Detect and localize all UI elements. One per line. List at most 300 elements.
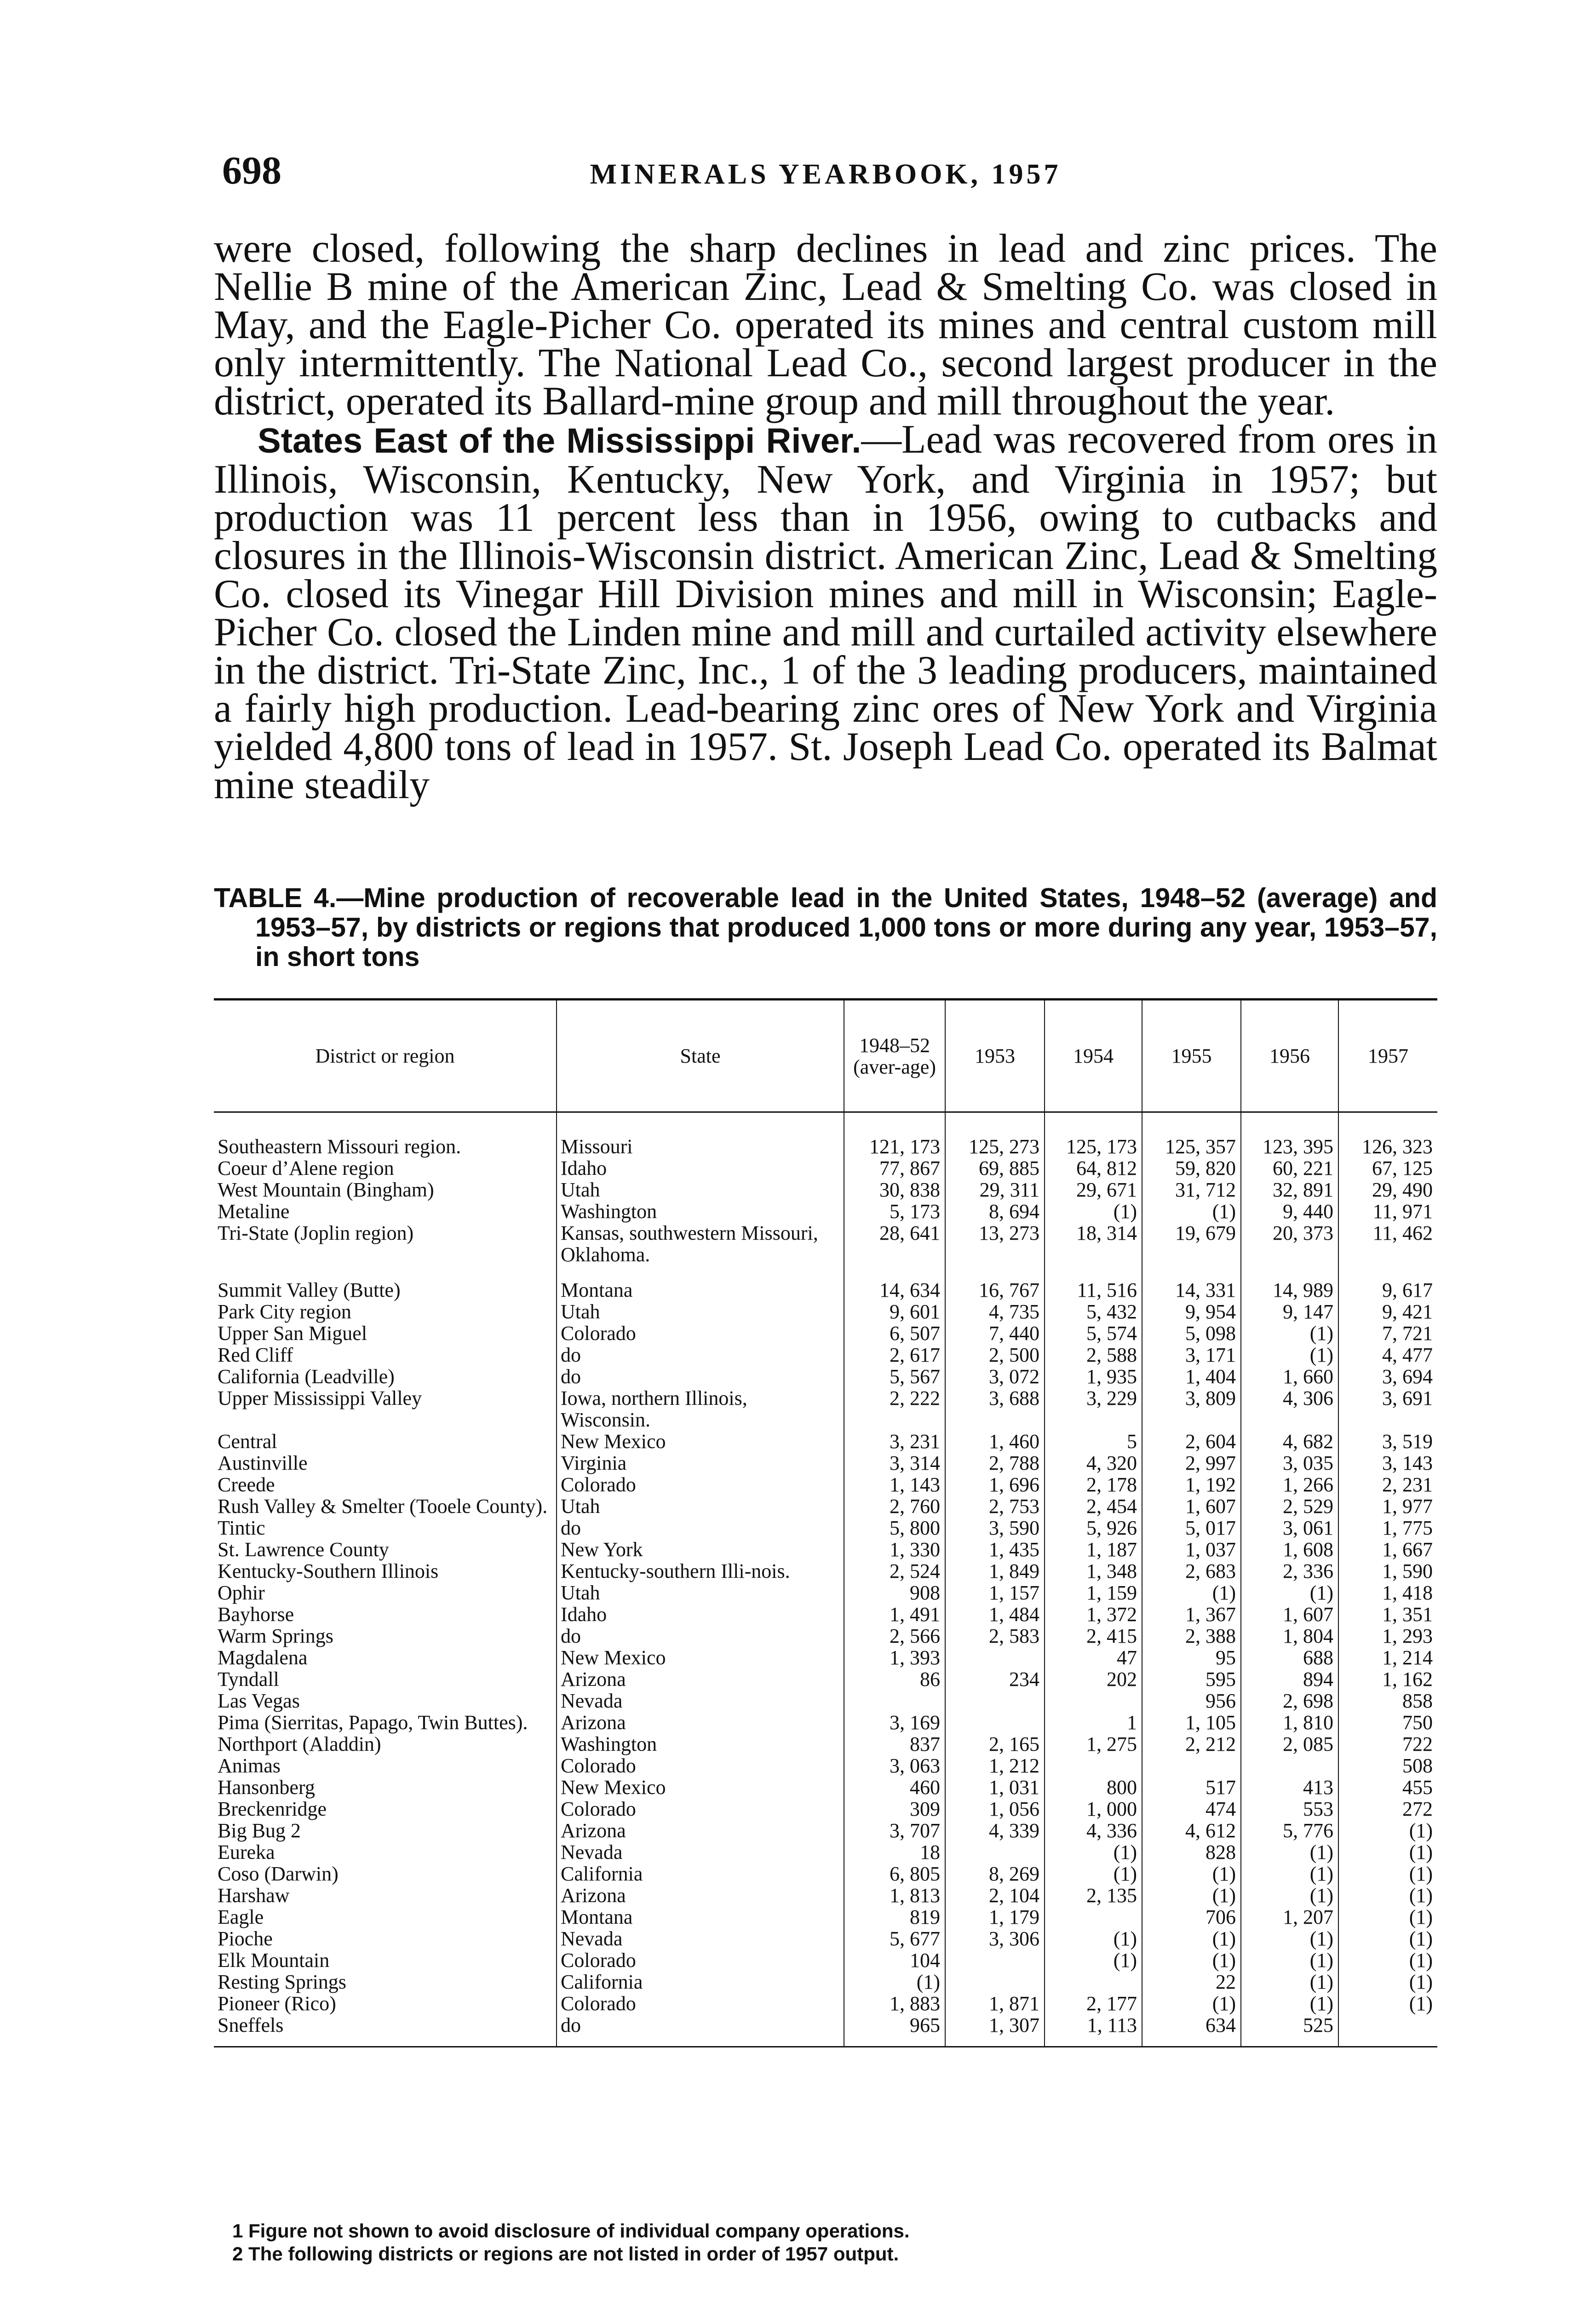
- cell-value: 4, 320: [1045, 1452, 1142, 1474]
- cell-value: 2, 566: [844, 1625, 945, 1647]
- cell-value: 3, 519: [1338, 1431, 1437, 1452]
- cell-value: 1, 608: [1241, 1539, 1338, 1560]
- table-row: [214, 1777, 1437, 1798]
- cell-value: (1): [1338, 1906, 1437, 1928]
- cell-value: [945, 1647, 1045, 1668]
- cell-state: Utah: [557, 1179, 844, 1201]
- paragraph-2-text: —Lead was recovered from ores in Illinois, Wisconsin, Kentucky, New York, and Virginia in 1957; but production was 11 percent less than in 1956, owing to cutbacks and closures in the Illinois-Wisconsin district. American Zinc, Lead & Smelting Co. closed its Vinegar Hill Division mines and mill in Wisconsin; Eagle-Picher Co. closed the Linden mine and mill and curtailed activity elsewhere in the district. Tri-State Zinc, Inc., 1 of the 3 leading producers, maintained a fairly high production. Lead-bearing zinc ores of New York and Virginia yielded 4,800 tons of lead in 1957. St. Joseph Lead Co. operated its Balmat mine steadily: [214, 417, 1437, 807]
- cell-value: 6, 805: [844, 1863, 945, 1885]
- cell-value: 800: [1045, 1777, 1142, 1798]
- table-row: [214, 1755, 1437, 1777]
- cell-value: 908: [844, 1582, 945, 1604]
- cell-region: Pioche: [218, 1927, 273, 1950]
- cell-state: Nevada: [557, 1928, 844, 1949]
- cell-region: St. Lawrence County: [218, 1538, 389, 1561]
- cell-value: 4, 306: [1241, 1387, 1338, 1431]
- cell-state: do: [557, 1344, 844, 1366]
- cell-value: 3, 072: [945, 1366, 1045, 1387]
- cell-value: 1, 804: [1241, 1625, 1338, 1647]
- cell-value: 29, 311: [945, 1179, 1045, 1201]
- table-row: [214, 1993, 1437, 2014]
- cell-value: 1, 813: [844, 1885, 945, 1906]
- cell-value: 819: [844, 1906, 945, 1928]
- cell-value: 2, 336: [1241, 1560, 1338, 1582]
- table-row: [214, 1387, 1437, 1431]
- cell-state: Washington: [557, 1201, 844, 1222]
- cell-value: 2, 788: [945, 1452, 1045, 1474]
- cell-value: [1142, 1755, 1241, 1777]
- cell-value: 59, 820: [1142, 1157, 1241, 1179]
- table-row: [214, 1863, 1437, 1885]
- cell-region: Animas: [218, 1754, 281, 1777]
- cell-state: Iowa, northern Illinois, Wisconsin.: [557, 1387, 844, 1431]
- cell-value: 1, 491: [844, 1604, 945, 1625]
- cell-value: 1, 871: [945, 1993, 1045, 2014]
- cell-value: 5, 776: [1241, 1820, 1338, 1841]
- cell-value: 2, 212: [1142, 1733, 1241, 1755]
- cell-value: 121, 173: [844, 1112, 945, 1158]
- cell-value: [945, 1971, 1045, 1993]
- cell-region: Eureka: [218, 1841, 275, 1863]
- table-row: [214, 1928, 1437, 1949]
- cell-value: 4, 682: [1241, 1431, 1338, 1452]
- cell-value: 60, 221: [1241, 1157, 1338, 1179]
- cell-value: 1, 849: [945, 1560, 1045, 1582]
- cell-value: 309: [844, 1798, 945, 1820]
- cell-value: 1, 293: [1338, 1625, 1437, 1647]
- cell-value: (1): [1241, 1971, 1338, 1993]
- cell-value: (1): [1142, 1885, 1241, 1906]
- cell-value: 2, 698: [1241, 1690, 1338, 1712]
- lead-production-table: [214, 998, 1437, 2047]
- cell-value: 5, 017: [1142, 1517, 1241, 1539]
- cell-value: 3, 306: [945, 1928, 1045, 1949]
- cell-value: 2, 588: [1045, 1344, 1142, 1366]
- cell-region: Bayhorse: [218, 1603, 294, 1626]
- cell-value: 3, 035: [1241, 1452, 1338, 1474]
- cell-region: Ophir: [218, 1581, 265, 1604]
- cell-value: 2, 388: [1142, 1625, 1241, 1647]
- table-row: [214, 1971, 1437, 1993]
- cell-value: (1): [1338, 1928, 1437, 1949]
- cell-state: Colorado: [557, 1949, 844, 1971]
- cell-value: 722: [1338, 1733, 1437, 1755]
- cell-value: 2, 529: [1241, 1495, 1338, 1517]
- cell-value: (1): [1142, 1201, 1241, 1222]
- cell-state: New Mexico: [557, 1431, 844, 1452]
- cell-value: 69, 885: [945, 1157, 1045, 1179]
- cell-value: 3, 231: [844, 1431, 945, 1452]
- cell-state: Colorado: [557, 1322, 844, 1344]
- header-1953: 1953: [945, 1000, 1045, 1112]
- paragraph-1: were closed, following the sharp declines in lead and zinc prices. The Nellie B mine of the American Zinc, Lead & Smelting Co. was closed in May, and the Eagle-Picher Co. operated its mines and central custom mill only intermittently. The National Lead Co., second largest producer in the district, operated its Ballard-mine group and mill throughout the year.: [214, 226, 1437, 423]
- cell-value: 1, 143: [844, 1474, 945, 1495]
- cell-region: Upper Mississippi Valley: [218, 1387, 422, 1409]
- cell-value: 1, 105: [1142, 1712, 1241, 1733]
- cell-state: Kansas, southwestern Missouri, Oklahoma.: [557, 1222, 844, 1265]
- cell-value: 5: [1045, 1431, 1142, 1452]
- cell-value: 2, 454: [1045, 1495, 1142, 1517]
- cell-value: 595: [1142, 1668, 1241, 1690]
- cell-value: [1045, 1690, 1142, 1712]
- cell-value: 1, 775: [1338, 1517, 1437, 1539]
- cell-value: 4, 735: [945, 1301, 1045, 1322]
- cell-value: 19, 679: [1142, 1222, 1241, 1265]
- cell-region: Kentucky-Southern Illinois: [218, 1560, 439, 1582]
- cell-value: 1, 330: [844, 1539, 945, 1560]
- table-row: [214, 1604, 1437, 1625]
- cell-value: 2, 683: [1142, 1560, 1241, 1582]
- cell-value: 22: [1142, 1971, 1241, 1993]
- footnote-2: 2 The following districts or regions are not listed in order of 1957 output.: [232, 2243, 899, 2265]
- cell-value: 4, 477: [1338, 1344, 1437, 1366]
- cell-value: 1, 348: [1045, 1560, 1142, 1582]
- cell-value: 553: [1241, 1798, 1338, 1820]
- cell-region: Rush Valley & Smelter (Tooele County).: [218, 1495, 548, 1518]
- cell-value: 3, 694: [1338, 1366, 1437, 1387]
- cell-state: do: [557, 2014, 844, 2047]
- table-row: [214, 1647, 1437, 1668]
- cell-region: Sneffels: [214, 2014, 557, 2047]
- cell-value: 517: [1142, 1777, 1241, 1798]
- table-row: [214, 1885, 1437, 1906]
- cell-value: 750: [1338, 1712, 1437, 1733]
- cell-value: 125, 357: [1142, 1112, 1241, 1158]
- cell-region: Northport (Aladdin): [218, 1733, 381, 1755]
- cell-value: 1, 159: [1045, 1582, 1142, 1604]
- header-1954: 1954: [1045, 1000, 1142, 1112]
- cell-value: 14, 634: [844, 1265, 945, 1301]
- cell-value: 3, 229: [1045, 1387, 1142, 1431]
- cell-value: (1): [1142, 1928, 1241, 1949]
- cell-value: 3, 061: [1241, 1517, 1338, 1539]
- cell-value: 1, 393: [844, 1647, 945, 1668]
- cell-region: Pima (Sierritas, Papago, Twin Buttes).: [218, 1711, 528, 1734]
- cell-value: 460: [844, 1777, 945, 1798]
- cell-region: Metaline: [218, 1200, 290, 1223]
- cell-state: Arizona: [557, 1885, 844, 1906]
- cell-value: [1241, 1755, 1338, 1777]
- cell-value: 95: [1142, 1647, 1241, 1668]
- cell-value: 3, 143: [1338, 1452, 1437, 1474]
- cell-state: New Mexico: [557, 1777, 844, 1798]
- cell-region: Eagle: [218, 1906, 264, 1928]
- cell-value: 1, 418: [1338, 1582, 1437, 1604]
- cell-value: (1): [1142, 1582, 1241, 1604]
- cell-value: 2, 617: [844, 1344, 945, 1366]
- cell-value: 20, 373: [1241, 1222, 1338, 1265]
- cell-value: 7, 721: [1338, 1322, 1437, 1344]
- cell-value: 272: [1338, 1798, 1437, 1820]
- cell-value: 125, 273: [945, 1112, 1045, 1158]
- cell-value: 706: [1142, 1906, 1241, 1928]
- cell-state: Nevada: [557, 1690, 844, 1712]
- cell-value: 1, 810: [1241, 1712, 1338, 1733]
- table-row: [214, 1798, 1437, 1820]
- cell-value: 1, 883: [844, 1993, 945, 2014]
- cell-value: 508: [1338, 1755, 1437, 1777]
- cell-value: 14, 989: [1241, 1265, 1338, 1301]
- cell-region: Central: [218, 1430, 277, 1453]
- footnotes: [214, 2220, 1437, 2266]
- table-row: [214, 1841, 1437, 1863]
- header-district: District or region: [214, 1000, 557, 1112]
- cell-value: 67, 125: [1338, 1157, 1437, 1179]
- cell-value: 16, 767: [945, 1265, 1045, 1301]
- cell-value: (1): [1241, 1582, 1338, 1604]
- cell-state: California: [557, 1863, 844, 1885]
- table-caption-text: TABLE 4.—Mine production of recoverable lead in the United States, 1948–52 (average) and 1953–57, by districts or regions that produced 1,000 tons or more during any year, 1953–57, in short tons: [214, 883, 1437, 972]
- cell-value: (1): [844, 1971, 945, 1993]
- cell-region: Warm Springs: [218, 1625, 333, 1647]
- cell-region: Harshaw: [218, 1884, 290, 1907]
- cell-value: 125, 173: [1045, 1112, 1142, 1158]
- cell-value: (1): [1338, 1863, 1437, 1885]
- cell-value: 2, 500: [945, 1344, 1045, 1366]
- cell-value: 1: [1045, 1712, 1142, 1733]
- cell-value: 3, 171: [1142, 1344, 1241, 1366]
- cell-value: 688: [1241, 1647, 1338, 1668]
- cell-region: Tyndall: [218, 1668, 279, 1690]
- cell-region: Park City region: [218, 1300, 351, 1323]
- cell-region: Upper San Miguel: [218, 1322, 367, 1345]
- table-row: [214, 1322, 1437, 1344]
- table-row: [214, 1222, 1437, 1265]
- header-1955: 1955: [1142, 1000, 1241, 1112]
- cell-region: Creede: [218, 1473, 275, 1496]
- cell-value: 1, 037: [1142, 1539, 1241, 1560]
- cell-value: 1, 192: [1142, 1474, 1241, 1495]
- cell-value: 3, 691: [1338, 1387, 1437, 1431]
- cell-value: 1, 935: [1045, 1366, 1142, 1387]
- cell-region: Pioneer (Rico): [218, 1992, 336, 2015]
- cell-value: 5, 567: [844, 1366, 945, 1387]
- cell-value: 1, 113: [1045, 2014, 1142, 2047]
- cell-value: 2, 104: [945, 1885, 1045, 1906]
- header-1956: 1956: [1241, 1000, 1338, 1112]
- cell-value: (1): [1142, 1993, 1241, 2014]
- cell-state: Montana: [557, 1265, 844, 1301]
- cell-value: [844, 1690, 945, 1712]
- cell-value: 30, 838: [844, 1179, 945, 1201]
- table-row: [214, 1582, 1437, 1604]
- cell-value: 9, 440: [1241, 1201, 1338, 1222]
- table-caption: [214, 883, 1437, 972]
- cell-state: Colorado: [557, 1798, 844, 1820]
- cell-value: 11, 971: [1338, 1201, 1437, 1222]
- cell-state: Utah: [557, 1301, 844, 1322]
- cell-value: 2, 997: [1142, 1452, 1241, 1474]
- table-row: [214, 1344, 1437, 1366]
- cell-value: 1, 435: [945, 1539, 1045, 1560]
- cell-value: 4, 336: [1045, 1820, 1142, 1841]
- cell-value: 3, 063: [844, 1755, 945, 1777]
- cell-value: 828: [1142, 1841, 1241, 1863]
- cell-state: Arizona: [557, 1712, 844, 1733]
- cell-region: Southeastern Missouri region.: [218, 1135, 461, 1158]
- cell-value: (1): [1142, 1863, 1241, 1885]
- cell-value: 2, 231: [1338, 1474, 1437, 1495]
- cell-value: 1, 460: [945, 1431, 1045, 1452]
- cell-value: (1): [1045, 1949, 1142, 1971]
- cell-state: California: [557, 1971, 844, 1993]
- cell-value: (1): [1045, 1841, 1142, 1863]
- cell-value: 123, 395: [1241, 1112, 1338, 1158]
- cell-region: Magdalena: [218, 1646, 308, 1669]
- cell-value: (1): [1338, 1841, 1437, 1863]
- table-header-row: [214, 1000, 1437, 1112]
- cell-value: 31, 712: [1142, 1179, 1241, 1201]
- cell-value: 8, 694: [945, 1201, 1045, 1222]
- table-row: [214, 1517, 1437, 1539]
- cell-state: Virginia: [557, 1452, 844, 1474]
- table-row: [214, 1157, 1437, 1179]
- cell-state: Colorado: [557, 1993, 844, 2014]
- table-row: [214, 1366, 1437, 1387]
- cell-value: (1): [1241, 1344, 1338, 1366]
- cell-region: Resting Springs: [218, 1971, 346, 1993]
- cell-value: 2, 583: [945, 1625, 1045, 1647]
- cell-value: 1, 667: [1338, 1539, 1437, 1560]
- cell-region: Tri-State (Joplin region): [218, 1222, 414, 1244]
- cell-value: 5, 926: [1045, 1517, 1142, 1539]
- cell-region: Tintic: [218, 1517, 265, 1539]
- cell-value: 1, 000: [1045, 1798, 1142, 1820]
- cell-value: 29, 490: [1338, 1179, 1437, 1201]
- cell-region: Coeur d’Alene region: [218, 1157, 394, 1179]
- cell-value: 9, 421: [1338, 1301, 1437, 1322]
- table-row: [214, 1201, 1437, 1222]
- cell-value: 3, 314: [844, 1452, 945, 1474]
- cell-value: [945, 1949, 1045, 1971]
- cell-region: Summit Valley (Butte): [218, 1279, 401, 1301]
- cell-value: 6, 507: [844, 1322, 945, 1344]
- cell-value: 4, 612: [1142, 1820, 1241, 1841]
- cell-value: 2, 753: [945, 1495, 1045, 1517]
- cell-value: 455: [1338, 1777, 1437, 1798]
- cell-value: 126, 323: [1338, 1112, 1437, 1158]
- cell-value: 634: [1142, 2014, 1241, 2047]
- cell-value: (1): [1045, 1201, 1142, 1222]
- cell-value: 1, 372: [1045, 1604, 1142, 1625]
- cell-value: (1): [1241, 1949, 1338, 1971]
- table-row: [214, 1668, 1437, 1690]
- cell-value: (1): [1338, 1971, 1437, 1993]
- cell-value: (1): [1241, 1993, 1338, 2014]
- cell-value: (1): [1045, 1928, 1142, 1949]
- cell-state: Kentucky-southern Illi-nois.: [557, 1560, 844, 1582]
- cell-region: Austinville: [218, 1452, 308, 1474]
- cell-region: Breckenridge: [218, 1798, 327, 1820]
- cell-value: 1, 404: [1142, 1366, 1241, 1387]
- table-row: [214, 1949, 1437, 1971]
- cell-value: 5, 173: [844, 1201, 945, 1222]
- cell-value: (1): [1338, 1993, 1437, 2014]
- cell-value: 4, 339: [945, 1820, 1045, 1841]
- table-body: [214, 1112, 1437, 2047]
- cell-value: 1, 207: [1241, 1906, 1338, 1928]
- cell-value: 1, 275: [1045, 1733, 1142, 1755]
- cell-value: 13, 273: [945, 1222, 1045, 1265]
- cell-state: Arizona: [557, 1668, 844, 1690]
- cell-value: 1, 212: [945, 1755, 1045, 1777]
- cell-value: 234: [945, 1668, 1045, 1690]
- cell-value: 77, 867: [844, 1157, 945, 1179]
- cell-state: Missouri: [557, 1112, 844, 1158]
- paragraph-2: [214, 417, 1437, 807]
- cell-value: 202: [1045, 1668, 1142, 1690]
- cell-region: Hansonberg: [218, 1776, 315, 1799]
- header-1948-52: 1948–52 (aver-age): [844, 1000, 945, 1112]
- table-row: [214, 1625, 1437, 1647]
- cell-state: Arizona: [557, 1820, 844, 1841]
- cell-value: (1): [1338, 1820, 1437, 1841]
- cell-value: 2, 177: [1045, 1993, 1142, 2014]
- cell-state: do: [557, 1366, 844, 1387]
- cell-value: [1045, 1755, 1142, 1777]
- cell-value: 3, 169: [844, 1712, 945, 1733]
- cell-state: Montana: [557, 1906, 844, 1928]
- cell-value: 1, 031: [945, 1777, 1045, 1798]
- cell-value: 9, 954: [1142, 1301, 1241, 1322]
- cell-value: [945, 1690, 1045, 1712]
- table-row: [214, 1690, 1437, 1712]
- cell-value: 1, 977: [1338, 1495, 1437, 1517]
- cell-value: 837: [844, 1733, 945, 1755]
- cell-value: 2, 524: [844, 1560, 945, 1582]
- cell-value: (1): [1241, 1322, 1338, 1344]
- table-row: [214, 1495, 1437, 1517]
- cell-value: 1, 607: [1142, 1495, 1241, 1517]
- cell-value: [945, 1841, 1045, 1863]
- cell-value: 18: [844, 1841, 945, 1863]
- footnote-1: 1 Figure not shown to avoid disclosure of individual company operations.: [232, 2220, 910, 2242]
- cell-value: 858: [1338, 1690, 1437, 1712]
- cell-state: Nevada: [557, 1841, 844, 1863]
- cell-value: (1): [1338, 1885, 1437, 1906]
- cell-value: 8, 269: [945, 1863, 1045, 1885]
- cell-value: [1045, 1971, 1142, 1993]
- cell-value: 956: [1142, 1690, 1241, 1712]
- cell-value: 1, 307: [945, 2014, 1045, 2047]
- cell-value: 2, 085: [1241, 1733, 1338, 1755]
- cell-value: 64, 812: [1045, 1157, 1142, 1179]
- cell-value: 894: [1241, 1668, 1338, 1690]
- cell-value: 2, 135: [1045, 1885, 1142, 1906]
- header-1957: 1957: [1338, 1000, 1437, 1112]
- cell-region: West Mountain (Bingham): [218, 1179, 434, 1201]
- cell-value: 5, 432: [1045, 1301, 1142, 1322]
- cell-value: 14, 331: [1142, 1265, 1241, 1301]
- cell-value: 1, 607: [1241, 1604, 1338, 1625]
- cell-value: 2, 760: [844, 1495, 945, 1517]
- page-number: 698: [222, 148, 281, 192]
- cell-value: 9, 601: [844, 1301, 945, 1322]
- cell-value: (1): [1045, 1863, 1142, 1885]
- cell-value: 1, 351: [1338, 1604, 1437, 1625]
- cell-value: 18, 314: [1045, 1222, 1142, 1265]
- table-row: [214, 1431, 1437, 1452]
- cell-region: California (Leadville): [218, 1365, 395, 1388]
- cell-value: (1): [1142, 1949, 1241, 1971]
- cell-value: 1, 696: [945, 1474, 1045, 1495]
- cell-value: 3, 707: [844, 1820, 945, 1841]
- side-heading: States East of the Mississippi River.: [258, 421, 861, 460]
- cell-value: 47: [1045, 1647, 1142, 1668]
- cell-value: 5, 800: [844, 1517, 945, 1539]
- page-header: [214, 147, 1437, 202]
- cell-state: Utah: [557, 1495, 844, 1517]
